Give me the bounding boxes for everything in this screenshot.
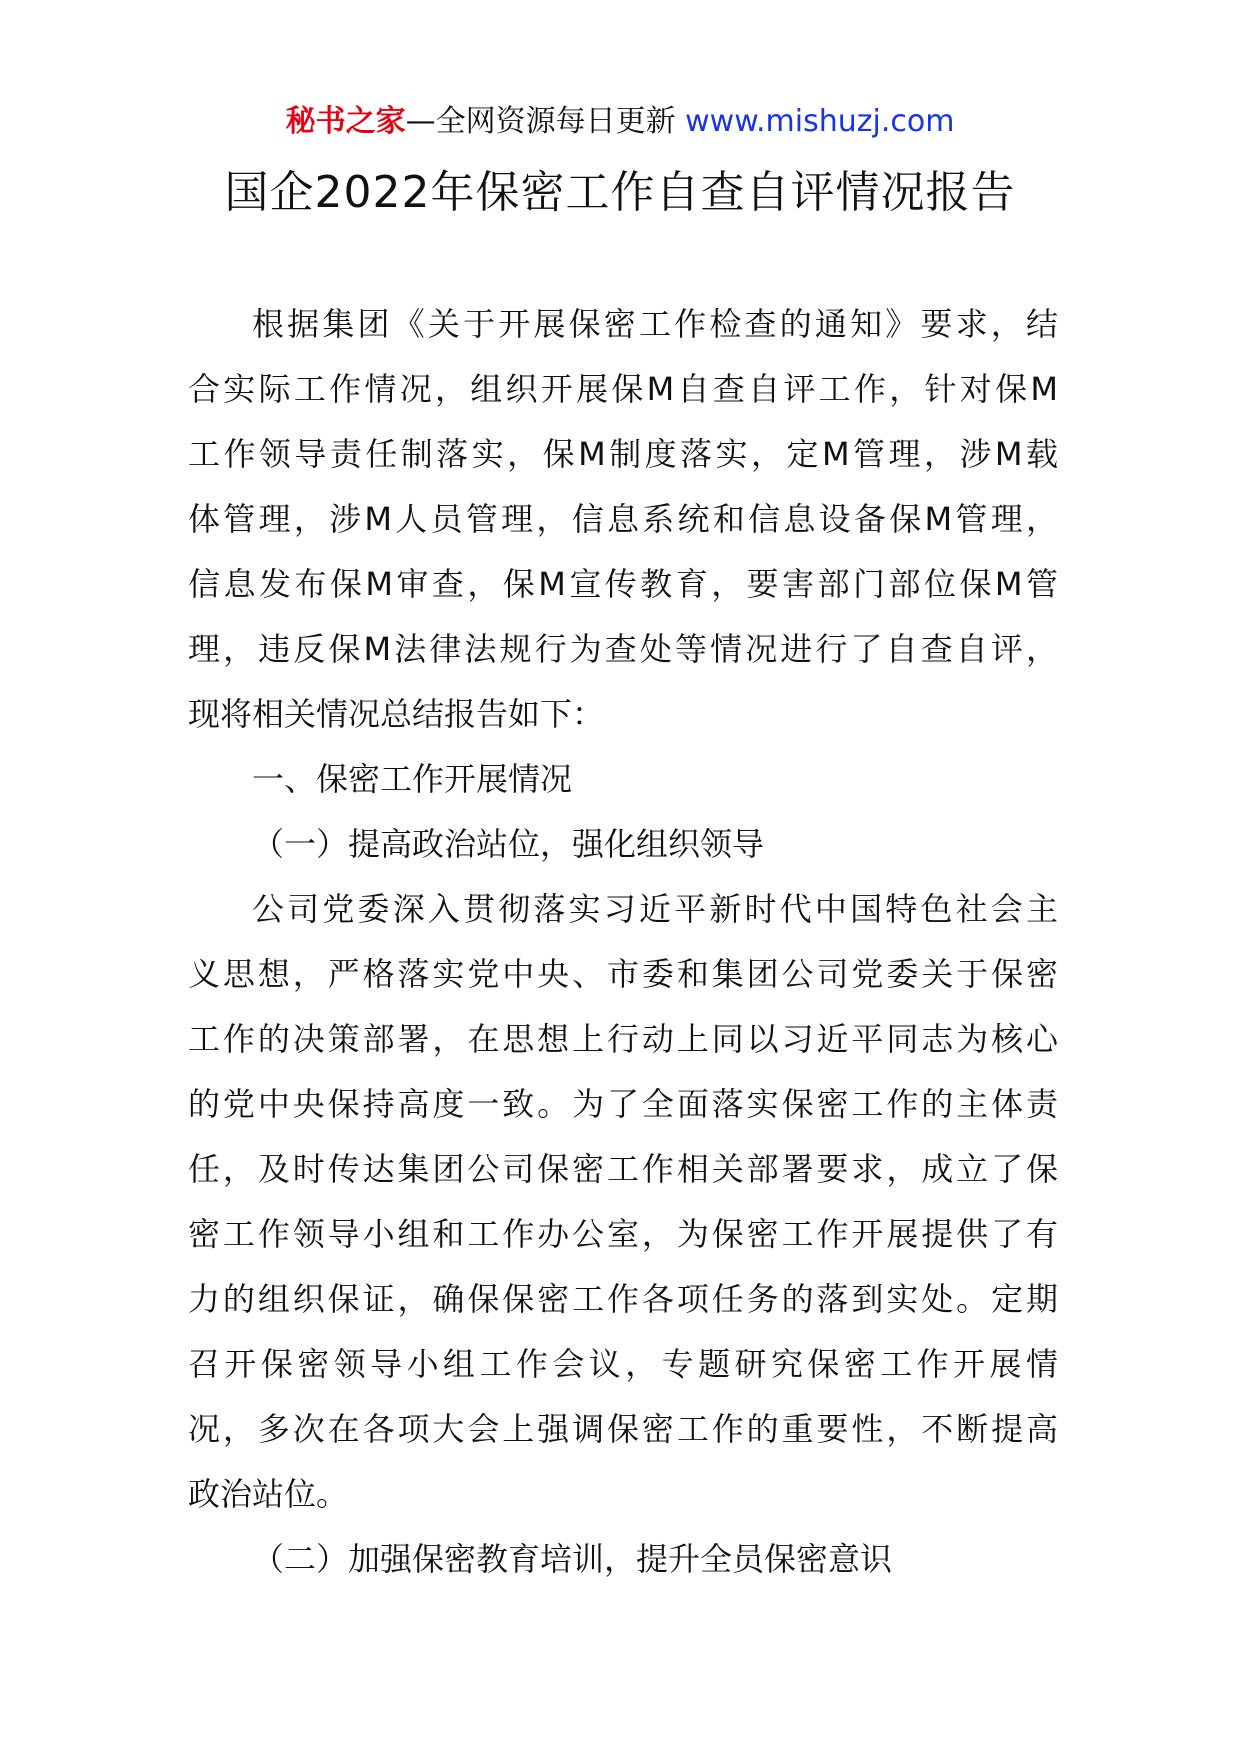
paragraph1-line: 信息发布保M审查，保M宣传教育，要害部门部位保M管 [188,565,1058,603]
paragraph2-line: 政治站位。 [188,1475,349,1513]
paragraph1-line: 根据集团《关于开展保密工作检查的通知》要求，结 [252,305,1058,343]
paragraph2-line: 密工作领导小组和工作办公室，为保密工作开展提供了有 [188,1215,1058,1253]
paragraph2-line: 公司党委深入贯彻落实习近平新时代中国特色社会主 [252,890,1058,928]
document-body [188,292,1058,1592]
site-url-link[interactable]: www.mishuzj.com [685,104,955,139]
subsection2-heading: （二）加强保密教育培训，提升全员保密意识 [252,1540,893,1578]
subsection1-heading: （一）提高政治站位，强化组织领导 [252,825,765,863]
paragraph1-line: 合实际工作情况，组织开展保M自查自评工作，针对保M [188,370,1058,408]
paragraph2-line: 任，及时传达集团公司保密工作相关部署要求，成立了保 [188,1150,1058,1188]
paragraph1-line: 体管理，涉M人员管理，信息系统和信息设备保M管理， [188,500,1058,538]
paragraph2-line: 的党中央保持高度一致。为了全面落实保密工作的主体责 [188,1085,1058,1123]
brand-name: 秘书之家 [285,104,406,139]
site-header [0,100,1240,144]
document-title: 国企2022年保密工作自查自评情况报告 [224,167,1016,218]
site-tagline: —全网资源每日更新 [405,104,676,139]
paragraph1-line: 理，违反保M法律法规行为查处等情况进行了自查自评， [188,630,1058,668]
section1-heading: 一、保密工作开展情况 [252,760,573,798]
paragraph2-line: 工作的决策部署，在思想上行动上同以习近平同志为核心 [188,1020,1058,1058]
paragraph1-line: 现将相关情况总结报告如下： [188,695,605,733]
paragraph2-line: 况，多次在各项大会上强调保密工作的重要性，不断提高 [188,1410,1058,1448]
paragraph2-line: 义思想，严格落实党中央、市委和集团公司党委关于保密 [188,955,1058,993]
paragraph2-line: 力的组织保证，确保保密工作各项任务的落到实处。定期 [188,1280,1058,1318]
paragraph2-line: 召开保密领导小组工作会议，专题研究保密工作开展情 [188,1345,1058,1383]
paragraph1-line: 工作领导责任制落实，保M制度落实，定M管理，涉M载 [188,435,1058,473]
